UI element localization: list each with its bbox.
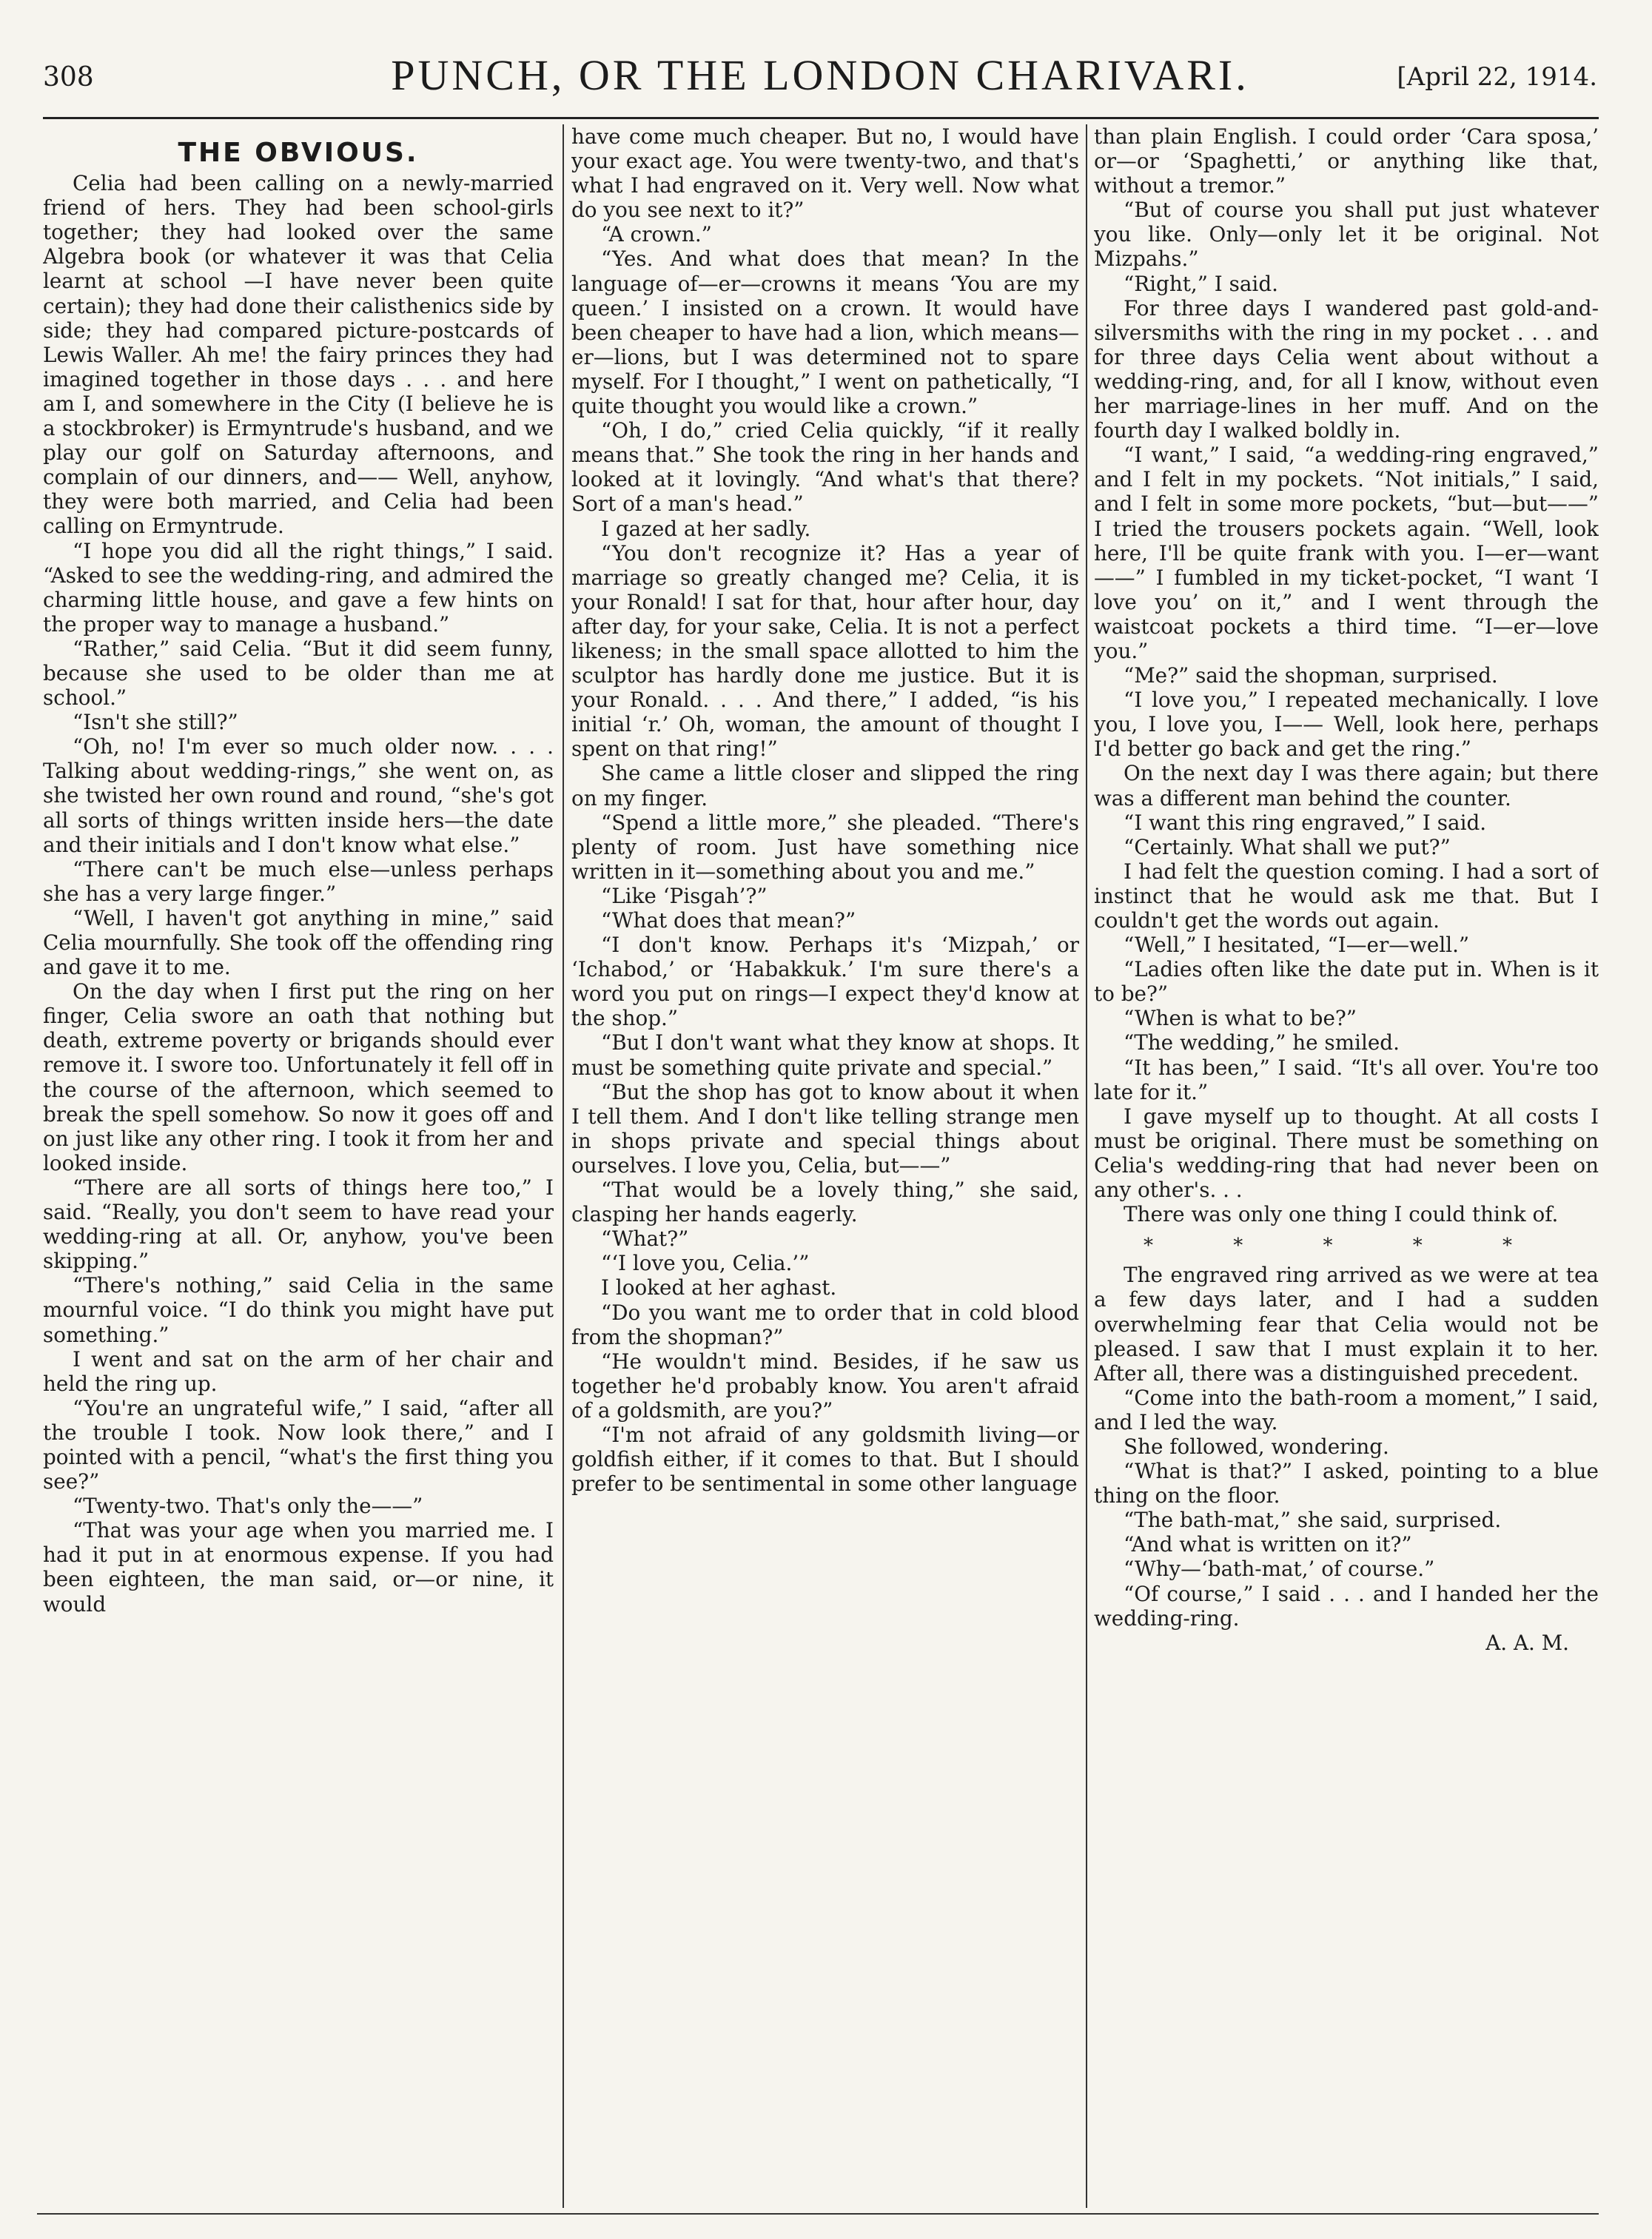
paragraph: “What is that?” I asked, pointing to a blue thing on the floor. <box>1094 1459 1599 1508</box>
paragraph: “Right,” I said. <box>1124 271 1278 296</box>
page-header <box>43 50 1597 117</box>
paragraph: On the day when I first put the ring on her finger, Celia swore an oath that nothing but death, extreme poverty or brigands should ever remove it. I swore too. Unfortunately it fell off in the course of the afternoon, which seemed to break the spell somehow. So now it goes off and on just like any other ring. I took it from her and looked inside. <box>43 979 554 1175</box>
paragraph: “When is what to be?” <box>1124 1006 1357 1031</box>
column-3-body-bottom <box>1094 1263 1599 1630</box>
paragraph: “There are all sorts of things here too,” I said. “Really, you don't seem to have read your wedding-ring at all. Or, anyhow, you've been skipping.” <box>43 1175 554 1274</box>
paragraph: She followed, wondering. <box>1124 1434 1389 1459</box>
paragraph: “That would be a lovely thing,” she said, clasping her hands eagerly. <box>571 1178 1079 1227</box>
paragraph: “But the shop has got to know about it when I tell them. And I don't like telling strange men in shops private and special things about ourselves. I love you, Celia, but——” <box>571 1079 1079 1178</box>
paragraph: “But I don't want what they know at shops. It must be something quite private and special.” <box>571 1030 1079 1080</box>
column-divider-1 <box>563 124 564 2208</box>
author-signature: A. A. M. <box>1485 1630 1569 1655</box>
paragraph: “Like ‘Pisgah’?” <box>601 883 768 908</box>
paragraph: I looked at her aghast. <box>601 1275 837 1300</box>
paragraph: The engraved ring arrived as we were at tea a few days later, and I had a sudden overwhelming fear that Celia would not be pleased. I saw that I must explain it to her. After all, there was a distinguished precedent. <box>1094 1263 1599 1386</box>
paragraph: “But of course you shall put just whatever you like. Only—only let it be original. Not Mizpahs.” <box>1094 198 1599 272</box>
paragraph: “Rather,” said Celia. “But it did seem funny, because she used to be older than me at school.” <box>43 636 554 711</box>
paragraph: “Why—‘bath-mat,’ of course.” <box>1124 1557 1435 1582</box>
footer-rule <box>37 2213 1599 2215</box>
paragraph: “Ladies often like the date put in. When is it to be?” <box>1094 957 1599 1007</box>
paragraph: “Well, I haven't got anything in mine,” said Celia mournfully. She took off the offending ring and gave it to me. <box>43 905 554 980</box>
paragraph: “The bath-mat,” she said, surprised. <box>1124 1508 1502 1533</box>
issue-date: [April 22, 1914. <box>1397 62 1597 92</box>
paragraph: “I don't know. Perhaps it's ‘Mizpah,’ or ‘Ichabod,’ or ‘Habakkuk.’ I'm sure there's a word you put on rings—I expect they'd know at the shop.” <box>571 933 1079 1031</box>
paragraph: There was only one thing I could think of. <box>1124 1202 1559 1227</box>
paragraph: “A crown.” <box>601 222 712 247</box>
paragraph: “Yes. And what does that mean? In the language of—er—crowns it means ‘You are my queen.’ I insisted on a crown. It would have been cheaper to have had a lion, which means—er—lions, but I was determined not to spare myself. For I thought,” I went on pathetically, “I quite thought you would like a crown.” <box>571 246 1079 419</box>
paragraph: “Twenty-two. That's only the——” <box>73 1494 423 1519</box>
paragraph: “Well,” I hesitated, “I—er—well.” <box>1124 933 1470 958</box>
paragraph: “I want,” I said, “a wedding-ring engraved,” and I felt in my pockets. “Not initials,” I said, and I felt in some more pockets, “but—but——” I tried the trousers pockets again. “Well, look here, I'll be quite frank with you. I—er—want——” I fumbled in my ticket-pocket, “I want ‘I love you’ on it,” and I went through the waistcoat pockets a third time. “I—er—love you.” <box>1094 443 1599 663</box>
paragraph: I went and sat on the arm of her chair and held the ring up. <box>43 1346 554 1396</box>
paragraph: “I hope you did all the right things,” I said. “Asked to see the wedding-ring, and admired the charming little house, and gave a few hints on the proper way to manage a husband.” <box>43 538 554 637</box>
column-2-body <box>571 124 1079 1496</box>
column-3-body-top <box>1094 124 1599 1226</box>
article-column-2 <box>571 124 1079 2204</box>
paragraph: I gazed at her sadly. <box>601 516 811 541</box>
paragraph: “I love you,” I repeated mechanically. I love you, I love you, I—— Well, look here, perhaps I'd better go back and get the ring.” <box>1094 688 1599 762</box>
article-column-1 <box>43 124 554 2204</box>
paragraph: “You're an ungrateful wife,” I said, “after all the trouble I took. Now look there,” and I pointed with a pencil, “what's the first thing you see?” <box>43 1395 554 1494</box>
masthead-title: PUNCH, OR THE LONDON CHARIVARI. <box>391 51 1249 99</box>
paragraph: I gave myself up to thought. At all costs I must be original. There must be something on Celia's wedding-ring that had never been on any other's. . . <box>1094 1104 1599 1203</box>
header-rule <box>43 117 1599 119</box>
paragraph: “What?” <box>601 1226 689 1252</box>
column-1-body <box>43 171 554 1617</box>
paragraph: “I want this ring engraved,” I said. <box>1124 810 1487 835</box>
paragraph: “There can't be much else—unless perhaps she has a very large finger.” <box>43 856 554 906</box>
article-title: THE OBVIOUS. <box>178 138 419 168</box>
section-break-stars: * * * * * <box>1143 1235 1550 1258</box>
paragraph: “And what is written on it?” <box>1124 1532 1412 1557</box>
paragraph: Celia had been calling on a newly-married friend of hers. They had been school-girls together; they had looked over the same Algebra book (or whatever it was that Celia learnt at school —I have never been quite certain); they had done their calisthenics side by side; they had compared picture-postcards of Lewis Waller. Ah me! the fairy princes they had imagined together in those days . . . and here am I, and somewhere in the City (I believe he is a stockbroker) is Ermyntrude's husband, and we play our golf on Saturday afternoons, and complain of our dinners, and—— Well, anyhow, they were both married, and Celia had been calling on Ermyntrude. <box>43 171 554 539</box>
article-column-3 <box>1094 124 1599 2204</box>
paragraph: than plain English. I could order ‘Cara sposa,’ or—or ‘Spaghetti,’ or anything like that, without a tremor.” <box>1094 124 1599 198</box>
paragraph: For three days I wandered past gold-and-silversmiths with the ring in my pocket . . . and for three days Celia went about without a wedding-ring, and, for all I know, without even her marriage-lines in her muff. And on the fourth day I walked boldly in. <box>1094 295 1599 443</box>
paragraph: “Do you want me to order that in cold blood from the shopman?” <box>571 1300 1079 1349</box>
paragraph: On the next day I was there again; but there was a different man behind the counter. <box>1094 761 1599 810</box>
paragraph: “I'm not afraid of any goldsmith living—or goldfish either, if it comes to that. But I should prefer to be sentimental in some other language <box>571 1422 1079 1497</box>
paragraph: “What does that mean?” <box>601 908 856 933</box>
paragraph: “Of course,” I said . . . and I handed her the wedding-ring. <box>1094 1581 1599 1631</box>
paragraph: “He wouldn't mind. Besides, if he saw us together he'd probably know. You aren't afraid of a goldsmith, are you?” <box>571 1349 1079 1423</box>
paragraph: I had felt the question coming. I had a sort of instinct that he would ask me that. But I couldn't get the words out again. <box>1094 859 1599 933</box>
paragraph: “Me?” said the shopman, surprised. <box>1124 663 1498 688</box>
paragraph: “Oh, no! I'm ever so much older now. . . . Talking about wedding-rings,” she went on, as she twisted her own round and round, “she's got all sorts of things written inside hers—the date and their initials and I don't know what else.” <box>43 734 554 857</box>
column-divider-2 <box>1086 124 1087 2208</box>
paragraph: have come much cheaper. But no, I would have your exact age. You were twenty-two, and that's what I had engraved on it. Very well. Now what do you see next to it?” <box>571 124 1079 223</box>
paragraph: “That was your age when you married me. I had it put in at enormous expense. If you had been eighteen, the man said, or—or nine, it would <box>43 1518 554 1617</box>
paragraph: “There's nothing,” said Celia in the same mournful voice. “I do think you might have put something.” <box>43 1273 554 1347</box>
paragraph: “Oh, I do,” cried Celia quickly, “if it really means that.” She took the ring in her hands and looked at it lovingly. “And what's that there? Sort of a man's head.” <box>571 418 1079 517</box>
paragraph: “The wedding,” he smiled. <box>1124 1030 1400 1055</box>
page-number: 308 <box>43 62 94 93</box>
paragraph: “‘I love you, Celia.’” <box>601 1251 810 1276</box>
paragraph: “Spend a little more,” she pleaded. “There's plenty of room. Just have something nice written in it—something about you and me.” <box>571 810 1079 884</box>
paragraph: She came a little closer and slipped the ring on my finger. <box>571 761 1079 810</box>
paragraph: “Come into the bath-room a moment,” I said, and I led the way. <box>1094 1385 1599 1434</box>
paragraph: “You don't recognize it? Has a year of marriage so greatly changed me? Celia, it is your Ronald! I sat for that, hour after hour, day after day, for your sake, Celia. It is not a perfect likeness; in the small space allotted to him the sculptor has hardly done me justice. But it is your Ronald. . . . And there,” I added, “is his initial ‘r.’ Oh, woman, the amount of thought I spent on that ring!” <box>571 540 1079 762</box>
paragraph: “Certainly. What shall we put?” <box>1124 834 1451 859</box>
paragraph: “It has been,” I said. “It's all over. You're too late for it.” <box>1094 1055 1599 1104</box>
paragraph: “Isn't she still?” <box>73 710 238 735</box>
